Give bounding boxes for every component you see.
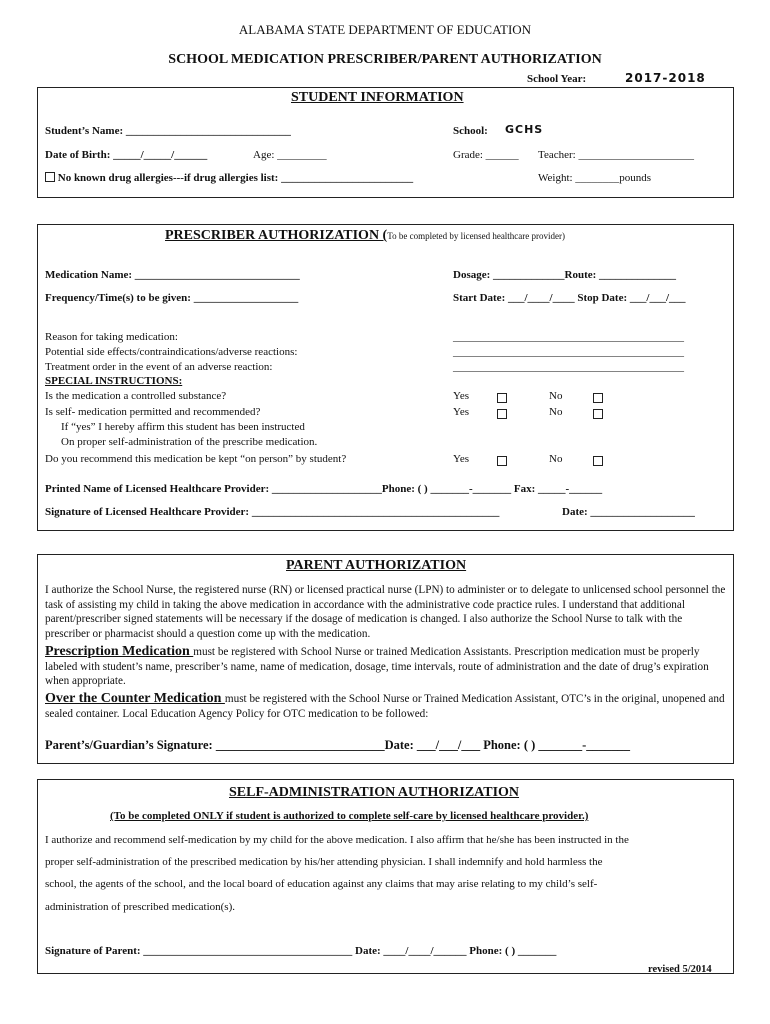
if-yes-line-1: If “yes” I hereby affirm this student has been instructed [61, 421, 305, 433]
allergies-field[interactable]: No known drug allergies---if drug allergies list: ________________________ [57, 172, 414, 184]
on-person-yes-label: Yes [453, 453, 470, 465]
on-person-question: Do you recommend this medication be kept “on person” by student? [45, 453, 347, 465]
student-name-field[interactable]: Student’s Name: ______________________________ [45, 125, 291, 137]
side-effects-label: Potential side effects/contraindications/adverse reactions: [45, 346, 298, 358]
date-of-birth-field[interactable]: Date of Birth: _____/_____/______ [45, 149, 208, 161]
special-instructions-heading: SPECIAL INSTRUCTIONS: [45, 375, 183, 387]
parent-authorization-paragraph: I authorize the School Nurse, the registered nurse (RN) or licensed practical nurse (LPN) to administer or to delegate to unlicensed school personnel the task of assisting my child in taking the above medication in accordance with the administrative code practice rules. I understand that additional parent/prescriber signed statements will be necessary if the dosage of medication is changed. I also authorize the School Nurse to talk with the prescriber or pharmacist should a question come up with the medication. [45, 584, 726, 640]
school-value[interactable]: GCHS [505, 123, 544, 136]
parent-signature-field[interactable]: Parent’s/Guardian’s Signature: ___________________________Date: ___/___/___ Phone: ( ) _______-_______ [45, 738, 631, 752]
reason-label: Reason for taking medication: [45, 331, 178, 343]
controlled-yes-label: Yes [453, 390, 470, 402]
prescription-medication-paragraph [45, 645, 726, 689]
prescriber-section-title: PRESCRIBER AUTHORIZATION (To be completed by licensed healthcare provider) [165, 228, 566, 243]
otc-medication-text: must be registered with the School Nurse or Trained Medication Assistant, OTC’s in the original, unopened and sealed container. Local Education Agency Policy for OTC medication to be followed: [45, 693, 725, 720]
grade-field[interactable]: Grade: ______ [453, 149, 519, 161]
prescription-medication-heading: Prescription Medication [45, 644, 194, 659]
school-year-label: School Year: [527, 73, 587, 85]
form-title: SCHOOL MEDICATION PRESCRIBER/PARENT AUTHORIZATION [168, 52, 602, 67]
self-medication-question: Is self- medication permitted and recommended? [45, 406, 261, 418]
school-year-value[interactable]: 2017-2018 [625, 71, 706, 85]
department-title: ALABAMA STATE DEPARTMENT OF EDUCATION [238, 22, 532, 37]
dosage-route-field[interactable]: Dosage: _____________Route: ______________ [453, 269, 677, 281]
controlled-yes-checkbox[interactable] [497, 393, 507, 403]
self-admin-section-title: SELF-ADMINISTRATION AUTHORIZATION [229, 785, 520, 800]
on-person-yes-checkbox[interactable] [497, 456, 507, 466]
otc-medication-paragraph [45, 692, 726, 721]
self-med-no-label: No [549, 406, 563, 418]
teacher-field[interactable]: Teacher: _____________________ [538, 149, 694, 161]
prescription-medication-text: must be registered with School Nurse or trained Medication Assistants. Prescription medication must be properly labeled with student’s name, prescriber’s name, name of medication, dosage, time intervals, route of administration and the date of drug’s expiration when appropriate. [45, 646, 709, 687]
no-allergies-row [45, 172, 413, 184]
parent-section-title: PARENT AUTHORIZATION [286, 558, 467, 573]
treatment-answer-line[interactable]: __________________________________________ [453, 361, 684, 373]
school-label: School: [453, 125, 488, 137]
self-admin-line-1: I authorize and recommend self-medication by my child for the above medication. I also affirm that he/she has been instructed in the [45, 834, 629, 846]
treatment-label: Treatment order in the event of an adverse reaction: [45, 361, 273, 373]
provider-signature-field[interactable]: Signature of Licensed Healthcare Provider: _____________________________________________ [45, 506, 500, 518]
self-med-yes-label: Yes [453, 406, 470, 418]
otc-medication-heading: Over the Counter Medication [45, 691, 225, 706]
medication-name-field[interactable]: Medication Name: ______________________________ [45, 269, 300, 281]
self-admin-line-4: administration of prescribed medication(s). [45, 901, 235, 913]
self-admin-subtitle: (To be completed ONLY if student is authorized to complete self-care by licensed healthcare provider.) [110, 810, 589, 822]
frequency-field[interactable]: Frequency/Time(s) to be given: ___________________ [45, 292, 299, 304]
provider-name-phone-fax-field[interactable]: Printed Name of Licensed Healthcare Provider: ____________________Phone: ( ) _______-_______ Fax: _____-______ [45, 483, 603, 495]
controlled-no-checkbox[interactable] [593, 393, 603, 403]
on-person-no-label: No [549, 453, 563, 465]
student-section-title: STUDENT INFORMATION [291, 90, 464, 105]
revised-date: revised 5/2014 [648, 964, 712, 975]
if-yes-line-2: On proper self-administration of the prescribe medication. [61, 436, 318, 448]
prescriber-title-note: To be completed by licensed healthcare provider) [387, 231, 566, 241]
self-admin-line-3: school, the agents of the school, and the local board of education against any claims that may arise relating to my child’s self- [45, 878, 598, 890]
self-admin-signature-field[interactable]: Signature of Parent: ______________________________________ Date: ____/____/______ Phone: ( ) _______ [45, 945, 557, 957]
provider-date-field[interactable]: Date: ___________________ [562, 506, 695, 518]
weight-field[interactable]: Weight: ________pounds [538, 172, 652, 184]
age-field[interactable]: Age: _________ [253, 149, 327, 161]
on-person-no-checkbox[interactable] [593, 456, 603, 466]
side-effects-answer-line[interactable]: __________________________________________ [453, 346, 684, 358]
no-allergies-checkbox[interactable] [45, 172, 55, 182]
self-med-yes-checkbox[interactable] [497, 409, 507, 419]
reason-answer-line[interactable]: __________________________________________ [453, 331, 684, 343]
controlled-substance-question: Is the medication a controlled substance? [45, 390, 227, 402]
self-med-no-checkbox[interactable] [593, 409, 603, 419]
self-admin-line-2: proper self-administration of the prescribed medication by his/her attending physician. I shall indemnify and hold harmless the [45, 856, 603, 868]
start-stop-date-field[interactable]: Start Date: ___/____/____ Stop Date: ___/___/___ [453, 292, 686, 304]
controlled-no-label: No [549, 390, 563, 402]
